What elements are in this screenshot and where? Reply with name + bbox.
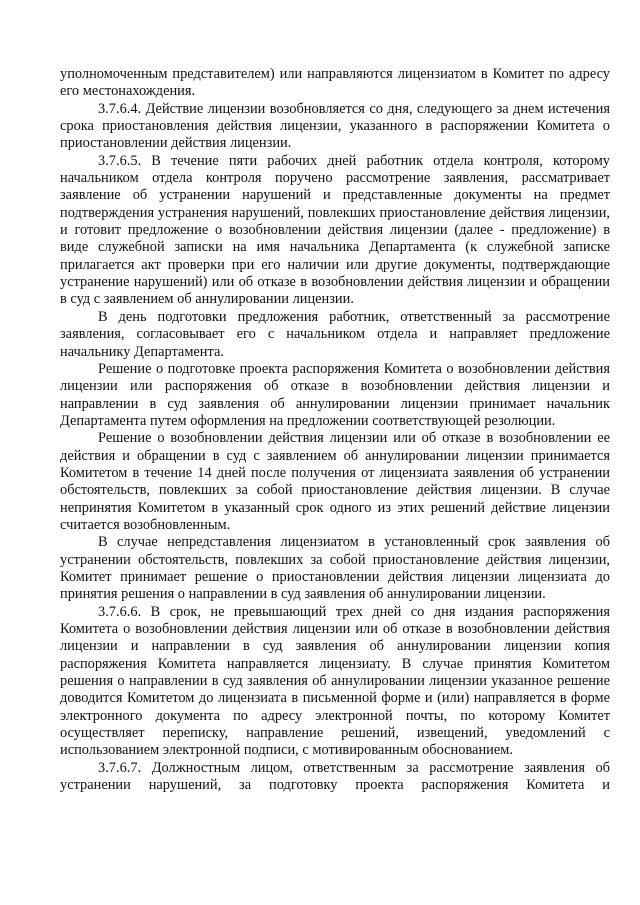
paragraph-continuation: уполномоченным представителем) или направляются лицензиатом в Комитет по адресу его местонахождения. <box>60 66 610 100</box>
document-page <box>60 66 610 794</box>
paragraph-3-7-6-6: 3.7.6.6. В срок, не превышающий трех дней со дня издания распоряжения Комитета о возобновлении действия лицензии или об отказе в возобновлении действия лицензии и направлении в суд заявления об аннулировании лицензии копия распоряжения Комитета направляется лицензиату. В случае принятия Комитетом решения о направлении в суд заявления об аннулировании лицензии указанное решение доводится Комитетом до лицензиата в письменной форме и (или) направляется в форме электронного документа по адресу электронной почты, по которому Комитет осуществляет переписку, направление решений, извещений, уведомлений с использованием электронной подписи, с мотивированным обоснованием. <box>60 603 610 759</box>
paragraph-3-7-6-4: 3.7.6.4. Действие лицензии возобновляется со дня, следующего за днем истечения срока приостановления действия лицензии, указанного в распоряжении Комитета о приостановлении действия лицензии. <box>60 100 610 152</box>
paragraph-3-7-6-5: 3.7.6.5. В течение пяти рабочих дней работник отдела контроля, которому начальником отдела контроля поручено рассмотрение заявления, рассматривает заявление об устранении нарушений и представленные документы на предмет подтверждения устранения нарушений, повлекших приостановление действия лицензии, и готовит предложение о возобновлении действия лицензии (далее - предложение) в виде служебной записки на имя начальника Департамента (к служебной записке прилагается акт проверки при его наличии или другие документы, подтверждающие устранение нарушений) или об отказе в возобновлении действия лицензии и обращении в суд с заявлением об аннулировании лицензии. <box>60 152 610 308</box>
paragraph-non-submission: В случае непредставления лицензиатом в установленный срок заявления об устранении обстоятельств, повлекших за собой приостановление действия лицензии, Комитет принимает решение о приостановлении действия лицензии лицензиата до принятия решения о направлении в суд заявления об аннулировании лицензии. <box>60 534 610 603</box>
paragraph-renewal-decision: Решение о возобновлении действия лицензии или об отказе в возобновлении ее действия и обращении в суд с заявлением об аннулировании лицензии принимается Комитетом в течение 14 дней после получения от лицензиата заявления об устранении обстоятельств, повлекших за собой приостановление действия лицензии. В случае непринятия Комитетом в указанный срок одного из этих решений действие лицензии считается возобновленным. <box>60 430 610 533</box>
paragraph-3-7-6-7: 3.7.6.7. Должностным лицом, ответственным за рассмотрение заявления об устранении нарушений, за подготовку проекта распоряжения Комитета и <box>60 759 610 794</box>
paragraph-proposal-approval: В день подготовки предложения работник, ответственный за рассмотрение заявления, согласовывает его с начальником отдела и направляет предложение начальнику Департамента. <box>60 308 610 360</box>
paragraph-draft-decision: Решение о подготовке проекта распоряжения Комитета о возобновлении действия лицензии или распоряжения об отказе в возобновлении действия лицензии и направлении в суд заявления об аннулировании лицензии принимает начальник Департамента путем оформления на предложении соответствующей резолюции. <box>60 360 610 429</box>
